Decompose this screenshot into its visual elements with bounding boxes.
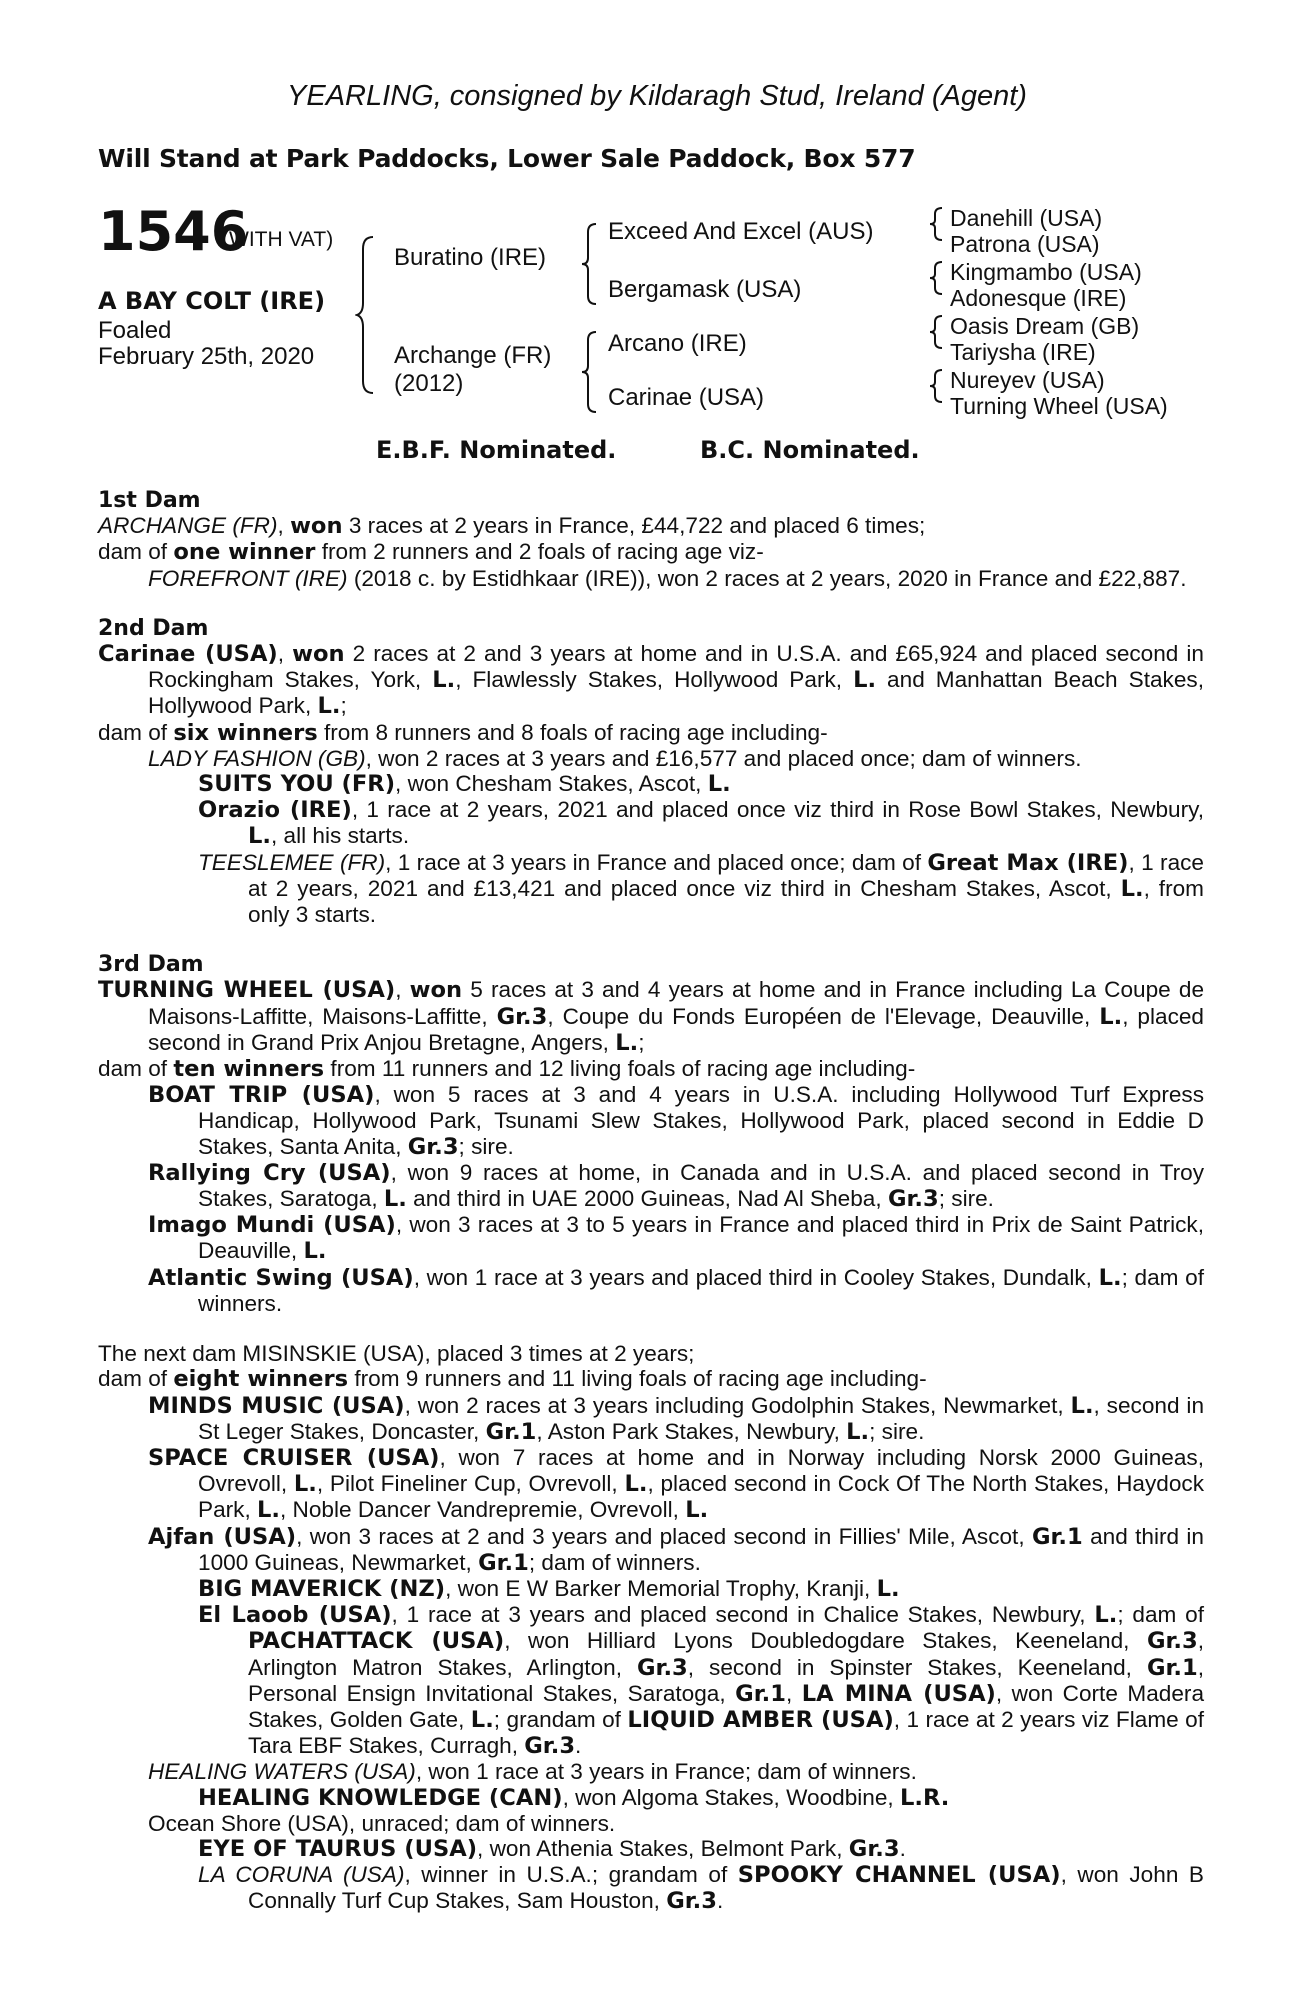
third-dam-heading: 3rd Dam [98,952,204,978]
pedigree-sire-sire: Exceed And Excel (AUS) [608,218,874,245]
pedigree-brace-sire [580,222,604,306]
third-dam-record: TURNING WHEEL (USA), won 5 races at 3 and 4 years at home and in France including La Coupe de Maisons-Laffitte, Maisons-Laffitte, Gr.3, Coupe du Fonds Européen de l'Elevage, Deauville, L., placed second in Grand Prix Anjou Bretagne, Angers, L.; [98,977,1205,1056]
pedigree-ggen: Oasis Dream (GB) [950,313,1140,339]
ebf-nominated: E.B.F. Nominated. [376,436,617,464]
second-dam-produce: dam of six winners from 8 runners and 8 foals of racing age including- [98,719,828,746]
produce-entry: Orazio (IRE), 1 race at 2 years, 2021 and placed once viz third in Rose Bowl Stakes, Newbury, L., all his starts. [198,797,1204,850]
pedigree-dam-sire: Arcano (IRE) [608,330,747,357]
pedigree-ggen: Patrona (USA) [950,231,1100,257]
dam-records [98,488,1204,1915]
pedigree-sire: Buratino (IRE) [394,244,547,271]
pedigree-brace-dam [580,330,604,414]
produce-entry: HEALING WATERS (USA), won 1 race at 3 years in France; dam of winners. [148,1759,917,1785]
produce-entry: El Laoob (USA), 1 race at 3 years and placed second in Chalice Stakes, Newbury, L.; dam of PACHATTACK (USA), won Hilliard Lyons Doubledogdare Stakes, Keeneland, Gr.3, Arlington Matron Stakes, Arlington, Gr.3, second in Spinster Stakes, Keeneland, Gr.1, Personal Ensign Invitational Stakes, Saratoga, Gr.1, LA MINA (USA), won Corte Madera Stakes, Golden Gate, L.; grandam of LIQUID AMBER (USA), 1 race at 2 years viz Flame of Tara EBF Stakes, Curragh, Gr.3. [198,1602,1205,1760]
produce-entry: HEALING KNOWLEDGE (CAN), won Algoma Stakes, Woodbine, L.R. [198,1784,950,1811]
foaled-date: February 25th, 2020 [98,343,315,370]
first-dam-heading: 1st Dam [98,488,201,513]
produce-entry: Imago Mundi (USA), won 3 races at 3 to 5 years in France and placed third in Prix de Saint Patrick, Deauville, L. [148,1212,1204,1265]
second-dam-record: Carinae (USA), won 2 races at 2 and 3 years at home and in U.S.A. and £65,924 and placed second in Rockingham Stakes, York, L., Flawlessly Stakes, Hollywood Park, L. and Manhattan Beach Stakes, Hollywood Park, L.; [98,641,1204,720]
pedigree-dam: Archange (FR) [394,342,552,369]
lot-number: 1546 [98,200,249,263]
pedigree-ggen: Danehill (USA) [950,205,1103,231]
stand-location: Will Stand at Park Paddocks, Lower Sale Paddock, Box 577 [98,144,916,173]
third-dam-produce: dam of ten winners from 11 runners and 12 living foals of racing age including- [98,1056,916,1083]
first-dam-record: ARCHANGE (FR), won 3 races at 2 years in France, £44,722 and placed 6 times; [98,513,926,540]
second-dam-heading: 2nd Dam [98,615,209,641]
consignment-header: YEARLING, consigned by Kildaragh Stud, Ireland (Agent) [287,80,1027,112]
pedigree-dam-year: (2012) [394,370,464,397]
produce-entry: BOAT TRIP (USA), won 5 races at 3 and 4 years in U.S.A. including Hollywood Turf Express Handicap, Hollywood Park, Tsunami Slew Stakes, Hollywood Park, placed second in Eddie D Stakes, Santa Anita, Gr.3; sire. [148,1082,1204,1160]
pedigree-ggen: Turning Wheel (USA) [950,393,1168,419]
produce-entry: Rallying Cry (USA), won 9 races at home, in Canada and in U.S.A. and placed second in Troy Stakes, Saratoga, L. and third in UAE 2000 Guineas, Nad Al Sheba, Gr.3; sire. [148,1159,1204,1213]
first-dam-produce: dam of one winner from 2 runners and 2 foals of racing age viz- [98,539,764,566]
produce-entry: SPACE CRUISER (USA), won 7 races at home and in Norway including Norsk 2000 Guineas, Ovrevoll, L., Pilot Fineliner Cup, Ovrevoll, L., placed second in Cock Of The North Stakes, Haydock Park, L., Noble Dancer Vandrepremie, Ovrevoll, L. [148,1444,1204,1524]
pedigree-brace-g4 [928,368,948,404]
pedigree-brace-g1 [928,206,948,242]
pedigree-brace-g2 [928,260,948,296]
vat-note: (WITH VAT) [222,228,334,251]
produce-entry: Atlantic Swing (USA), won 1 race at 3 years and placed third in Cooley Stakes, Dundalk, L.; dam of winners. [148,1264,1204,1316]
produce-entry: MINDS MUSIC (USA), won 2 races at 3 years including Godolphin Stakes, Newmarket, L., second in St Leger Stakes, Doncaster, Gr.1, Aston Park Stakes, Newbury, L.; sire. [148,1392,1205,1445]
pedigree-brace-main [355,235,385,395]
produce-entry: FOREFRONT (IRE) (2018 c. by Estidhkaar (IRE)), won 2 races at 2 years, 2020 in France and £22,887. [148,565,1187,591]
pedigree-dam-dam: Carinae (USA) [608,384,765,411]
pedigree-sire-dam: Bergamask (USA) [608,276,802,303]
produce-entry: LADY FASHION (GB), won 2 races at 3 years and £16,577 and placed once; dam of winners. [148,745,1082,771]
bc-nominated: B.C. Nominated. [700,436,920,464]
produce-entry: Ajfan (USA), won 3 races at 2 and 3 years and placed second in Fillies' Mile, Ascot, Gr.1 and third in 1000 Guineas, Newmarket, Gr.1; dam of winners. [148,1523,1204,1576]
pedigree-ggen: Adonesque (IRE) [950,285,1127,311]
pedigree-ggen: Tariysha (IRE) [950,339,1096,365]
pedigree-brace-g3 [928,314,948,350]
produce-entry: SUITS YOU (FR), won Chesham Stakes, Ascot, L. [198,771,731,798]
pedigree-ggen: Nureyev (USA) [950,367,1105,393]
lot-description: A BAY COLT (IRE) [98,287,326,315]
produce-entry: LA CORUNA (USA), winner in U.S.A.; grandam of SPOOKY CHANNEL (USA), won John B Connally Turf Cup Stakes, Sam Houston, Gr.3. [198,1862,1204,1915]
next-dam-record: The next dam MISINSKIE (USA), placed 3 times at 2 years; [98,1341,695,1367]
produce-entry: BIG MAVERICK (NZ), won E W Barker Memorial Trophy, Kranji, L. [198,1575,900,1602]
pedigree-ggen: Kingmambo (USA) [950,259,1142,285]
next-dam-produce: dam of eight winners from 9 runners and 11 living foals of racing age including- [98,1366,927,1393]
produce-entry: TEESLEMEE (FR), 1 race at 3 years in France and placed once; dam of Great Max (IRE), 1 race at 2 years, 2021 and £13,421 and placed once viz third in Chesham Stakes, Ascot, L., from only 3 starts. [198,849,1204,928]
foaled-label: Foaled [98,317,172,344]
produce-entry: EYE OF TAURUS (USA), won Athenia Stakes, Belmont Park, Gr.3. [198,1835,906,1862]
produce-entry: Ocean Shore (USA), unraced; dam of winners. [148,1810,616,1836]
